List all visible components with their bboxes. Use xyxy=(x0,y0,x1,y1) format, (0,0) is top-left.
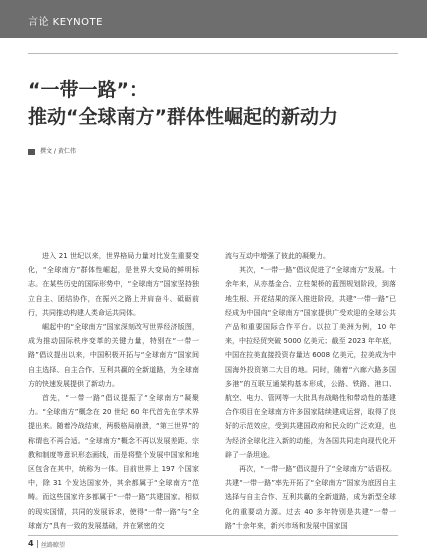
footer-divider xyxy=(28,535,398,536)
paragraph: 再次，“一带一路”倡议提升了“全球南方”话语权。共建“一带一路”率先开拓了“全球南方”国家为底因自主选择与自主合作、互利共赢的全新道路，成为新型全球化的重要动力源。过去 40 多年特别是共建“一带一路”十余年来，新兴市场和发展中国家国 xyxy=(225,465,396,530)
byline: 撰文 / 黄仁伟 xyxy=(40,148,76,155)
article-body-right-column xyxy=(225,249,396,533)
article-body-left-column xyxy=(28,249,199,533)
top-divider xyxy=(28,53,398,54)
article-title-line-1: “一带一路”： xyxy=(28,79,148,101)
publication-name: 丝路瞭望 xyxy=(41,542,66,549)
paragraph: 崛起中的“全球南方”国家深刻改写世界经济版图，成为推动国际秩序变革的关键力量，特别在“一带一路”倡议提出以来，中国积极开拓与“全球南方”国家间自主选择、自主合作、互利共赢的全新道路，为全球南方的快速发展提供了新动力。 xyxy=(28,323,199,388)
paragraph: 流与互动中增强了彼此的凝聚力。 xyxy=(225,252,330,260)
paragraph: 其次，“一带一路”倡议促进了“全球南方”发展。十余年来，从亦基金合、立柱架桥的蓝图规划阶段，到落地生根、开花结果的深入推进阶段，共建“一带一路”已经成为中国向“全球南方”国家提供广受欢迎的全球公共产品和重要国际合作平台。以拉丁美洲为例，10 年来，中拉经贸突破 5000 亿美元；截至 2023 年年底，中国在拉美直接投资存量达 6008 亿美元，拉美成为中国海外投资第二大目的地。同时，随着“六廊六路多国多港”的互联互通架构基本形成，公路、铁路、港口、航空、电力、管网等一大批具有战略性和带动性的基建合作项目在全球南方许多国家陆续建成运营，取得了良好的示范效应，受到共建国政府和民众的广泛欢迎，也为经济全球化注入新的动能，为各国共同走向现代化开辟了一条坦途。 xyxy=(225,266,396,459)
article-title-line-2: 推动“全球南方”群体性崛起的新动力 xyxy=(28,106,338,128)
section-label: 言论 KEYNOTE xyxy=(28,17,103,28)
byline-marker-icon xyxy=(28,149,35,155)
footer-separator xyxy=(37,540,38,548)
header-bar xyxy=(0,0,427,38)
paragraph: 首先，“一带一路”倡议提振了“全球南方”凝聚力。“全球南方”概念在 20 世纪 60 年代首先在学术界提出来。随着冷战结束，两极格局崩溃，“第三世界”的称谓也不再合适。“全球南方”概念不再以发展差距、宗教和制度等意识形态画线，而是将整个发展中国家和地区包含在其中，统称为一体。目前世界上 197 个国家中，除 31 个发达国家外，其余都属于“全球南方”范畴。而这些国家许多都属于“一带一路”共建国家。相似的现实国情，共同的发展诉求，使得“一带一路”与“全球南方”具有一致的发展基础，并在紧密的交 xyxy=(28,394,199,530)
paragraph: 进入 21 世纪以来，世界格局力量对比发生重要变化，“全球南方”群体性崛起，是世界大变局的鲜明标志。在某些历史的国际形势中，“全球南方”国家坚持独立自主、团结协作，在振兴之路上并肩奋斗、砥砺前行，共同推动构建人类命运共同体。 xyxy=(28,252,199,317)
page-number: 4 xyxy=(28,539,34,548)
